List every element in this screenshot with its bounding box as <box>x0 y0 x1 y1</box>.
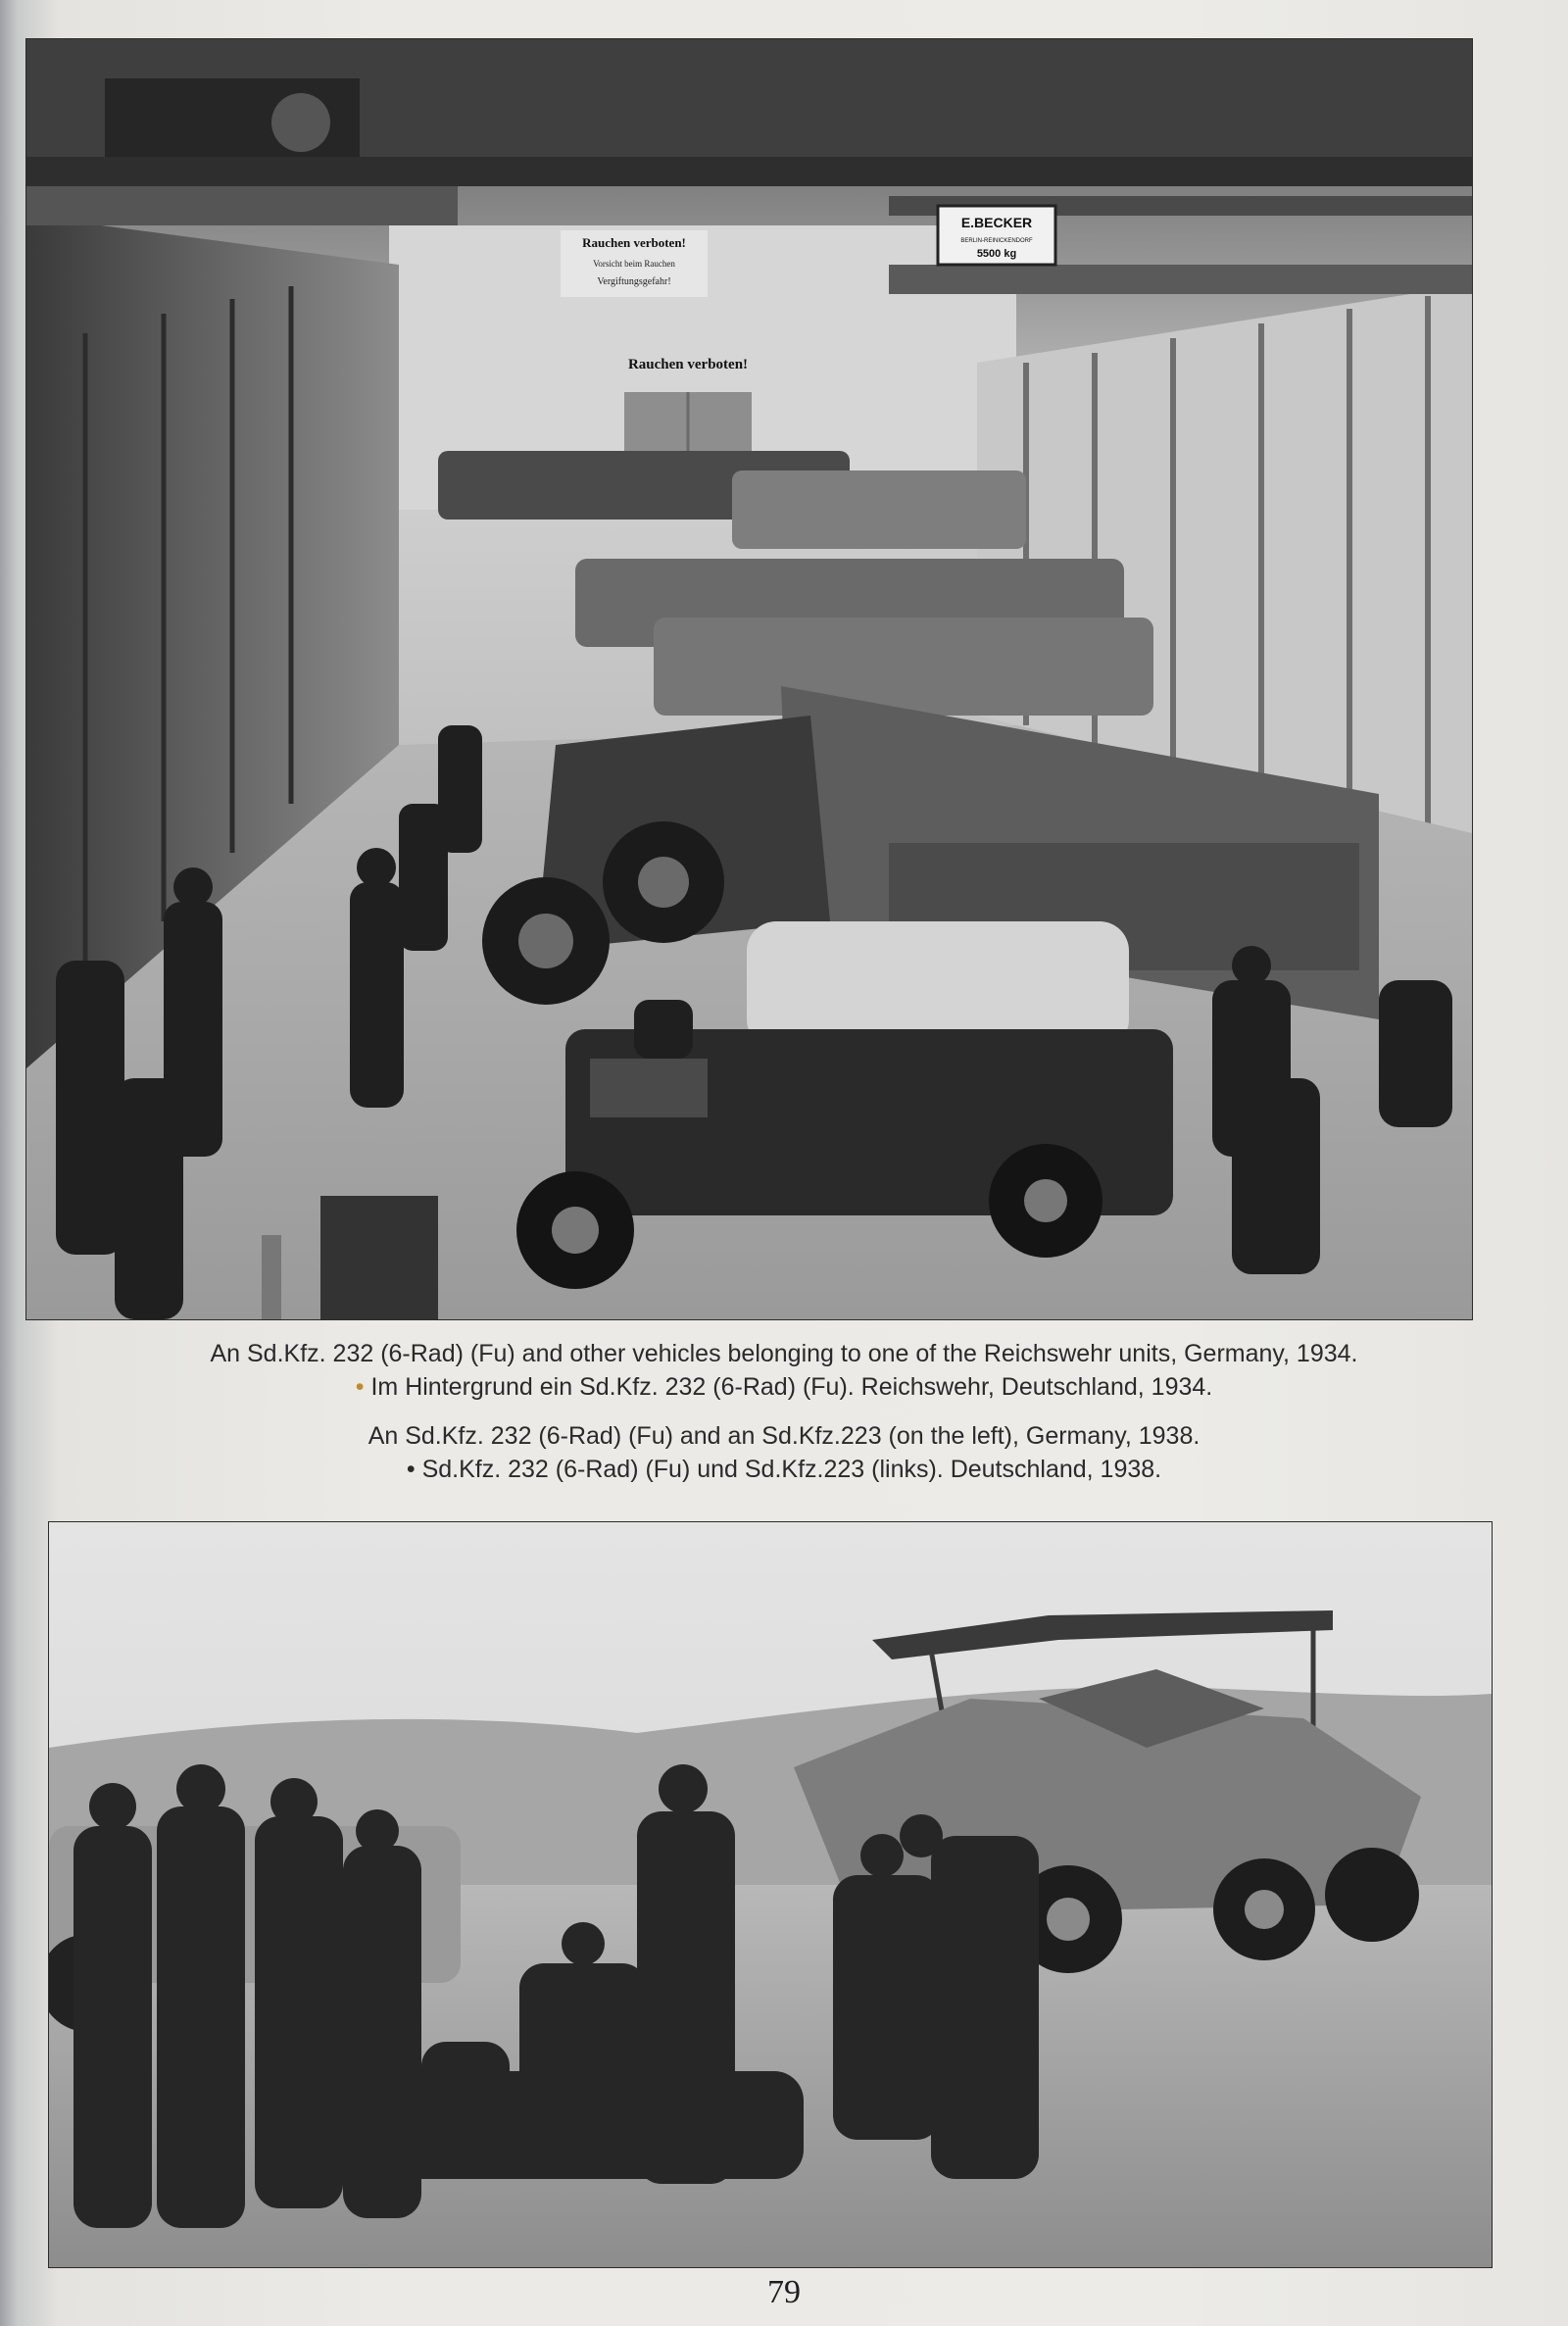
sign-upper-line2: Vergiftungsgefahr! <box>597 276 671 287</box>
sign-lower: Rauchen verboten! <box>627 357 749 372</box>
caption-en-1-text: An Sd.Kfz. 232 (6-Rad) (Fu) and other vehicles belonging to one of the Reichswehr units, Germany, 1934. <box>210 1340 1358 1367</box>
crew-photo <box>49 1522 1492 2267</box>
caption-de-2-text: Sd.Kfz. 232 (6-Rad) (Fu) und Sd.Kfz.223 (links). Deutschland, 1938. <box>421 1456 1162 1483</box>
crane-plate-name: E.BECKER <box>960 215 1033 230</box>
caption-en-2-text: An Sd.Kfz. 232 (6-Rad) (Fu) and an Sd.Kfz.223 (on the left), Germany, 1938. <box>368 1422 1200 1450</box>
page-number: 79 <box>767 2274 801 2310</box>
caption-bullet: • <box>406 1456 416 1483</box>
sign-upper-title: Rauchen verboten! <box>582 235 686 250</box>
caption-de-2 <box>0 1453 1568 1486</box>
workshop-photo <box>26 39 1472 1319</box>
caption-de-1 <box>0 1370 1568 1404</box>
sign-upper-line1: Vorsicht beim Rauchen <box>593 259 675 269</box>
caption-en-1 <box>0 1337 1568 1370</box>
caption-bullet: • <box>355 1373 365 1401</box>
crane-plate-load: 5500 kg <box>976 248 1017 260</box>
crane-plate-city: BERLIN-REINICKENDORF <box>960 238 1033 244</box>
caption-en-2 <box>0 1419 1568 1453</box>
caption-de-1-text: Im Hintergrund ein Sd.Kfz. 232 (6-Rad) (Fu). Reichswehr, Deutschland, 1934. <box>370 1373 1213 1401</box>
